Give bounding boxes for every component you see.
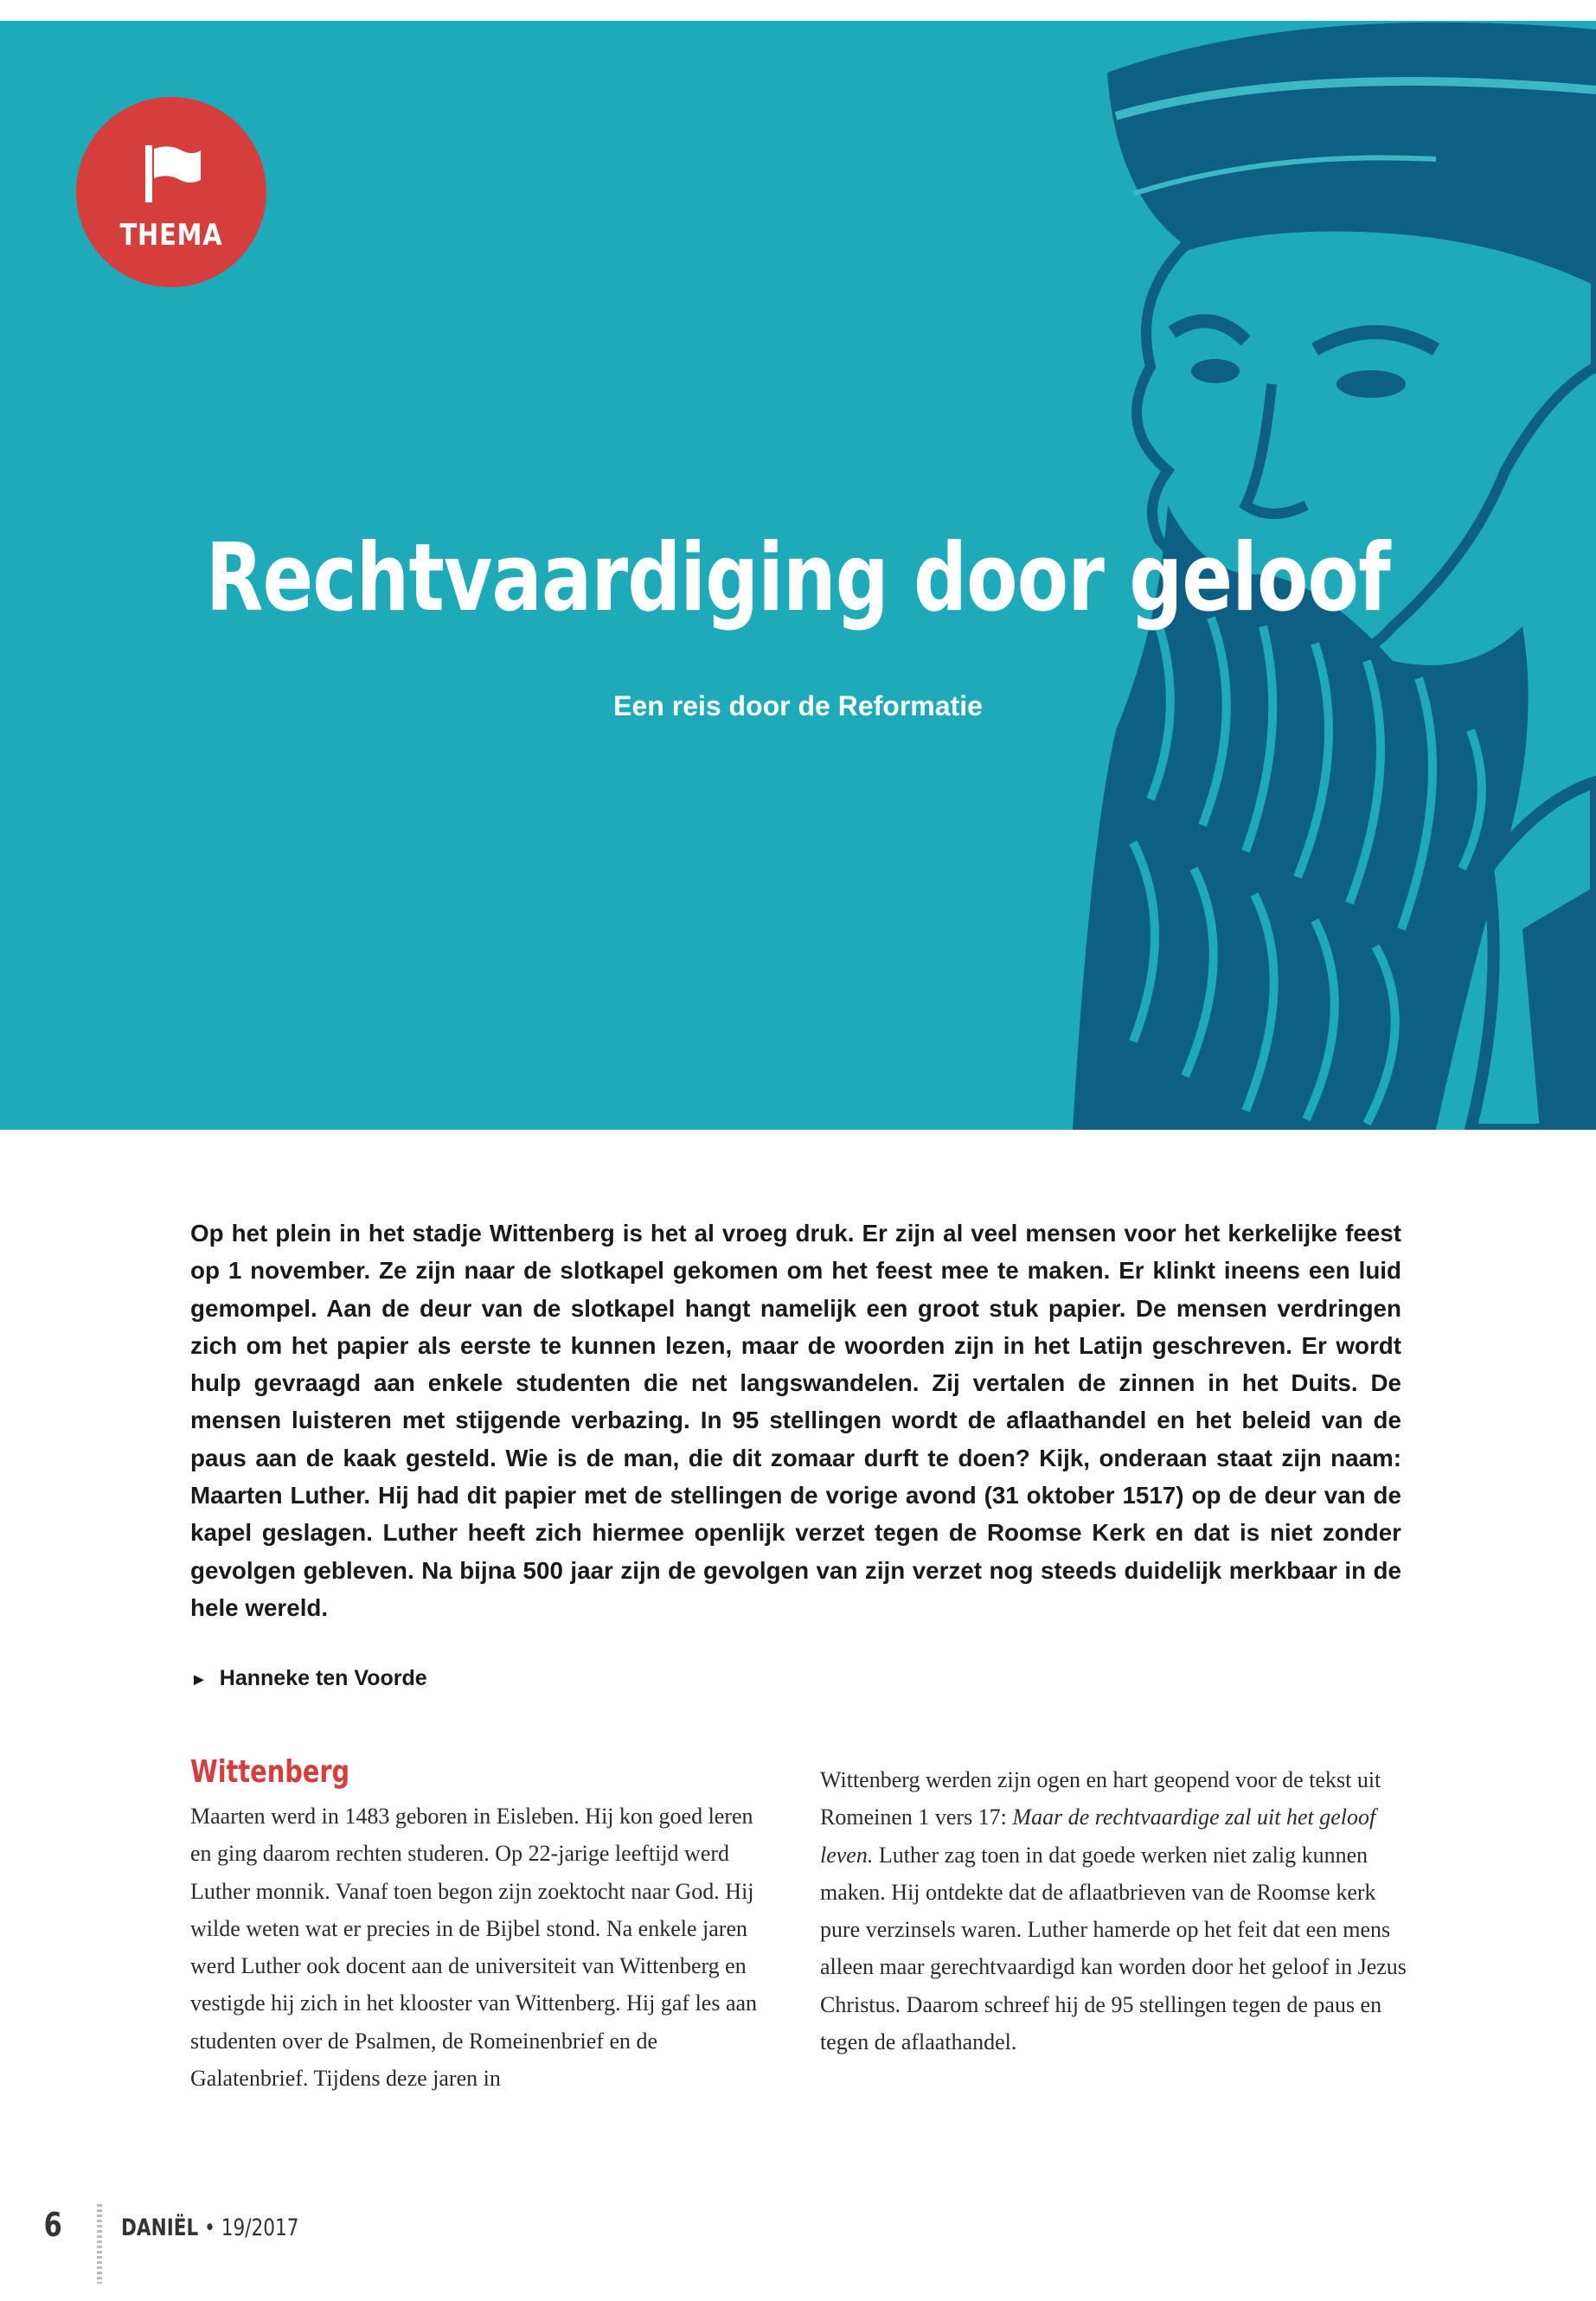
body-text: Luther zag toen in dat goede werken niet zalig kunnen maken. Hij ontdekte dat de aflaatbrieven van de Roomse kerk pure verzinsels waren. Luther hamerde op het feit dat een mens alleen maar gerechtvaardigd kan worden door het geloof in Jezus Christus. Daarom schreef hij de 95 stellingen tegen de paus en tegen de aflaathandel. — [820, 1842, 1407, 2055]
bible-quote: Maar de rechtvaardige zal uit het geloof leven. — [820, 1804, 1376, 1868]
hero-banner — [0, 21, 1596, 1130]
thema-badge — [76, 97, 266, 287]
magazine-name: DANIËL — [121, 2214, 199, 2241]
flag-icon — [140, 142, 204, 206]
badge-label: THEMA — [119, 218, 223, 253]
body-column-right — [820, 1761, 1408, 2061]
page-title: Rechtvaardiging door geloof — [205, 524, 1390, 632]
page-subtitle: Een reis door de Reformatie — [613, 690, 983, 721]
author-name: Hanneke ten Voorde — [219, 1666, 427, 1690]
magazine-info — [121, 2214, 299, 2241]
body-text: Wittenberg werden zijn ogen en hart geopend voor de tekst uit Romeinen 1 vers 17: — [820, 1767, 1381, 1830]
footer-separator: • — [204, 2214, 215, 2241]
page-number: 6 — [43, 2206, 62, 2244]
lead-paragraph: Op het plein in het stadje Wittenberg is het al vroeg druk. Er zijn al veel mensen voor het kerkelijke feest op 1 november. Ze zijn naar de slotkapel gekomen om het feest mee te maken. Er klinkt ineens een luid gemompel. Aan de deur van de slotkapel hangt namelijk een groot stuk papier. De mensen verdringen zich om het papier als eerste te kunnen lezen, maar de woorden zijn in het Latijn geschreven. Er wordt hulp gevraagd aan enkele studenten die net langswandelen. Zij vertalen de zinnen in het Duits. De mensen luisteren met stijgende verbazing. In 95 stellingen wordt de aflaathandel en het beleid van de paus aan de kaak gesteld. Wie is de man, die dit zomaar durft te doen? Kijk, onderaan staat zijn naam: Maarten Luther. Hij had dit papier met de stellingen de vorige avond (31 oktober 1517) op de deur van de kapel geslagen. Luther heeft zich hiermee openlijk verzet tegen de Roomse Kerk en dat is niet zonder gevolgen gebleven. Na bijna 500 jaar zijn de gevolgen van zijn verzet nog steeds duidelijk merkbaar in de hele wereld. — [190, 1220, 1401, 1621]
author-byline — [190, 1666, 427, 1691]
triangle-right-icon: ► — [190, 1670, 208, 1689]
footer-divider — [97, 2204, 102, 2284]
section-heading: Wittenberg — [190, 1754, 350, 1790]
body-column-left: Maarten werd in 1483 geboren in Eisleben. Hij kon goed leren en ging daarom rechten studeren. Op 22-jarige leeftijd werd Luther monnik. Vanaf toen begon zijn zoektocht naar God. Hij wilde weten wat er precies in de Bijbel stond. Na enkele jaren werd Luther ook docent aan de universiteit van Wittenberg en vestigde hij zich in het klooster van Wittenberg. Hij gaf les aan studenten over de Psalmen, de Romeinenbrief en de Galatenbrief. Tijdens deze jaren in — [190, 1804, 758, 2092]
magazine-issue: 19/2017 — [221, 2214, 299, 2241]
top-margin — [0, 0, 1596, 21]
